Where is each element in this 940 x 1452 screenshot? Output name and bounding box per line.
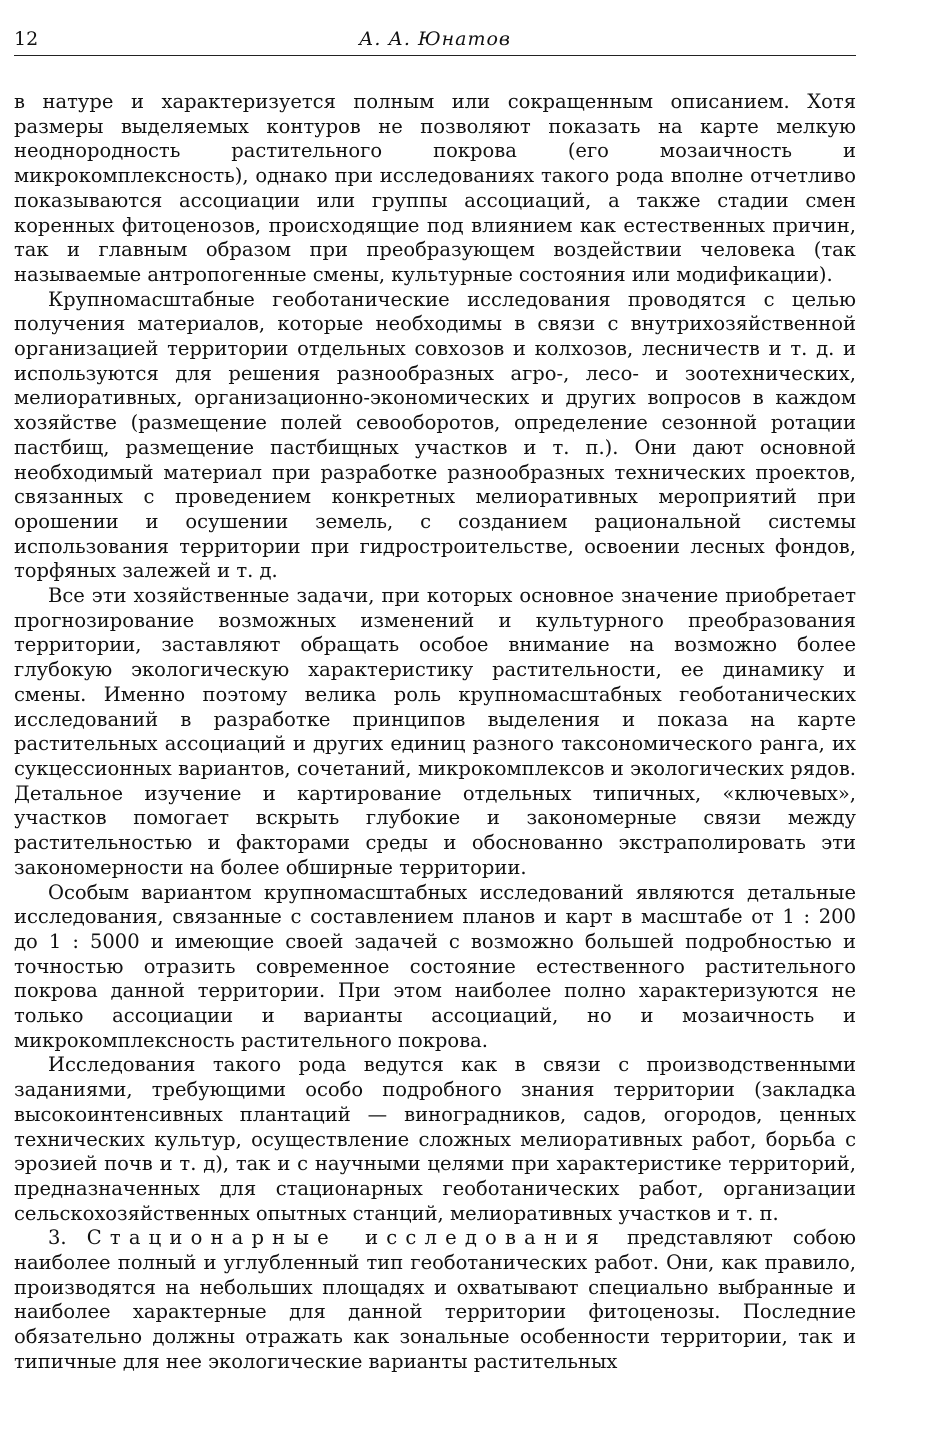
header-rule [14, 55, 856, 56]
section-text: представляют собою наиболее полный и углубленный тип геоботанических работ. Они, как правило, производятся на небольших площадях и охватывают специально выбранные и наиболее характерные для данной территории фитоценозы. Последние обязательно должны отражать как зональные особенности территории, так и типичные для нее экологические варианты растительных [14, 1226, 857, 1373]
page-number: 12 [14, 28, 39, 50]
paragraph-5: Исследования такого рода ведутся как в связи с производственными заданиями, требующими особо подробного знания территории (закладка высокоинтенсивных плантаций — виноградников, садов, огородов, ценных технических культур, осуществление сложных мелиоративных работ, борьба с эрозией почв и т. д), так и с научными целями при характеристике территорий, предназначенных для стационарных геоботанических работ, организации сельскохозяйственных опытных станций, мелиоративных участков и т. п. [14, 1053, 856, 1225]
running-head [14, 20, 856, 56]
section-number: 3. [48, 1226, 67, 1250]
section-term: Стационарные исследования [86, 1226, 607, 1250]
paragraph-4: Особым вариантом крупномасштабных исследований являются детальные исследования, связанные с составлением планов и карт в масштабе от 1 : 200 до 1 : 5000 и имеющие своей задачей с возможно большей подробностью и точностью отразить современное состояние естественного растительного покрова данной территории. При этом наиболее полно характеризуются не только ассоциации и варианты ассоциаций, но и мозаичность и микрокомплексность растительного покрова. [14, 880, 856, 1052]
body-text [14, 90, 856, 1375]
paragraph-1: в натуре и характеризуется полным или сокращенным описанием. Хотя размеры выделяемых контуров не позволяют показать на карте мелкую неоднородность растительного покрова (его мозаичность и микрокомплексность), однако при исследованиях такого рода вполне отчетливо показываются ассоциации или группы ассоциаций, а также стадии смен коренных фитоценозов, происходящие под влиянием как естественных причин, так и главным образом при преобразующем воздействии человека (так называемые антропогенные смены, культурные состояния или модификации). [14, 90, 856, 286]
running-title: А. А. Юнатов [359, 28, 511, 50]
paragraph-3: Все эти хозяйственные задачи, при которых основное значение приобретает прогнозирование возможных изменений и культурного преобразования территории, заставляют обращать особое внимание на возможно более глубокую экологическую характеристику растительности, ее динамику и смены. Именно поэтому велика роль крупномасштабных геоботанических исследований в разработке принципов выделения и показа на карте растительных ассоциаций и других единиц разного таксономического ранга, их сукцессионных вариантов, сочетаний, микрокомплексов и экологических рядов. Детальное изучение и картирование отдельных типичных, «ключевых», участков помогает вскрыть глубокие и закономерные связи между растительностью и факторами среды и обоснованно экстраполировать эти закономерности на более обширные территории. [14, 584, 856, 879]
paragraph-6 [14, 1226, 856, 1374]
paragraph-2: Крупномасштабные геоботанические исследования проводятся с целью получения материалов, которые необходимы в связи с внутрихозяйственной организацией территории отдельных совхозов и колхозов, лесничеств и т. д. и используются для решения разнообразных агро-, лесо- и зоотехнических, мелиоративных, организационно-экономических и других вопросов в каждом хозяйстве (размещение полей севооборотов, определение сезонной ротации пастбищ, размещение пастбищных участков и т. п.). Они дают основной необходимый материал при разработке разнообразных технических проектов, связанных с проведением конкретных мелиоративных мероприятий при орошении и осушении земель, с созданием рациональной системы использования территории при гидростроительстве, освоении лесных фондов, торфяных залежей и т. д. [14, 287, 856, 583]
